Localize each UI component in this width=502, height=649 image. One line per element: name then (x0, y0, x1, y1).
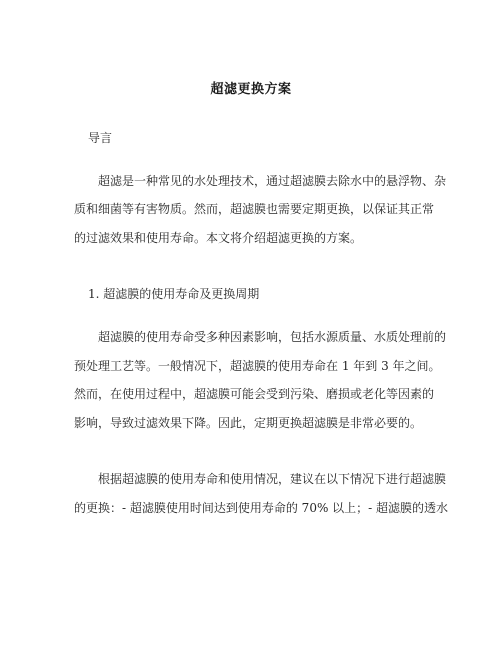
section1-para1-line-4: 影响，导致过滤效果下降。因此，定期更换超滤膜是非常必要的。 (74, 416, 423, 430)
section1-para1-line-1: 超滤膜的使用寿命受多种因素影响，包括水源质量、水质处理前的 (74, 330, 447, 344)
section1-heading: 1. 超滤膜的使用寿命及更换周期 (88, 287, 260, 301)
intro-heading: 导言 (88, 131, 113, 145)
document-title: 超滤更换方案 (210, 82, 292, 97)
section1-para1-line-3: 然而，在使用过程中，超滤膜可能会受到污染、磨损或老化等因素的 (74, 387, 435, 401)
section1-para1-line-2: 预处理工艺等。一般情况下，超滤膜的使用寿命在 1 年到 3 年之间。 (74, 359, 441, 373)
intro-line-1: 超滤是一种常见的水处理技术，通过超滤膜去除水中的悬浮物、杂 (74, 174, 447, 188)
section1-para2-line-1: 根据超滤膜的使用寿命和使用情况，建议在以下情况下进行超滤膜 (74, 472, 447, 486)
intro-line-3: 的过滤效果和使用寿命。本文将介绍超滤更换的方案。 (74, 231, 363, 245)
section1-para2-line-2: 的更换：- 超滤膜使用时间达到使用寿命的 70% 以上；- 超滤膜的透水 (74, 501, 449, 515)
intro-line-2: 质和细菌等有害物质。然而，超滤膜也需要定期更换，以保证其正常 (74, 202, 435, 216)
